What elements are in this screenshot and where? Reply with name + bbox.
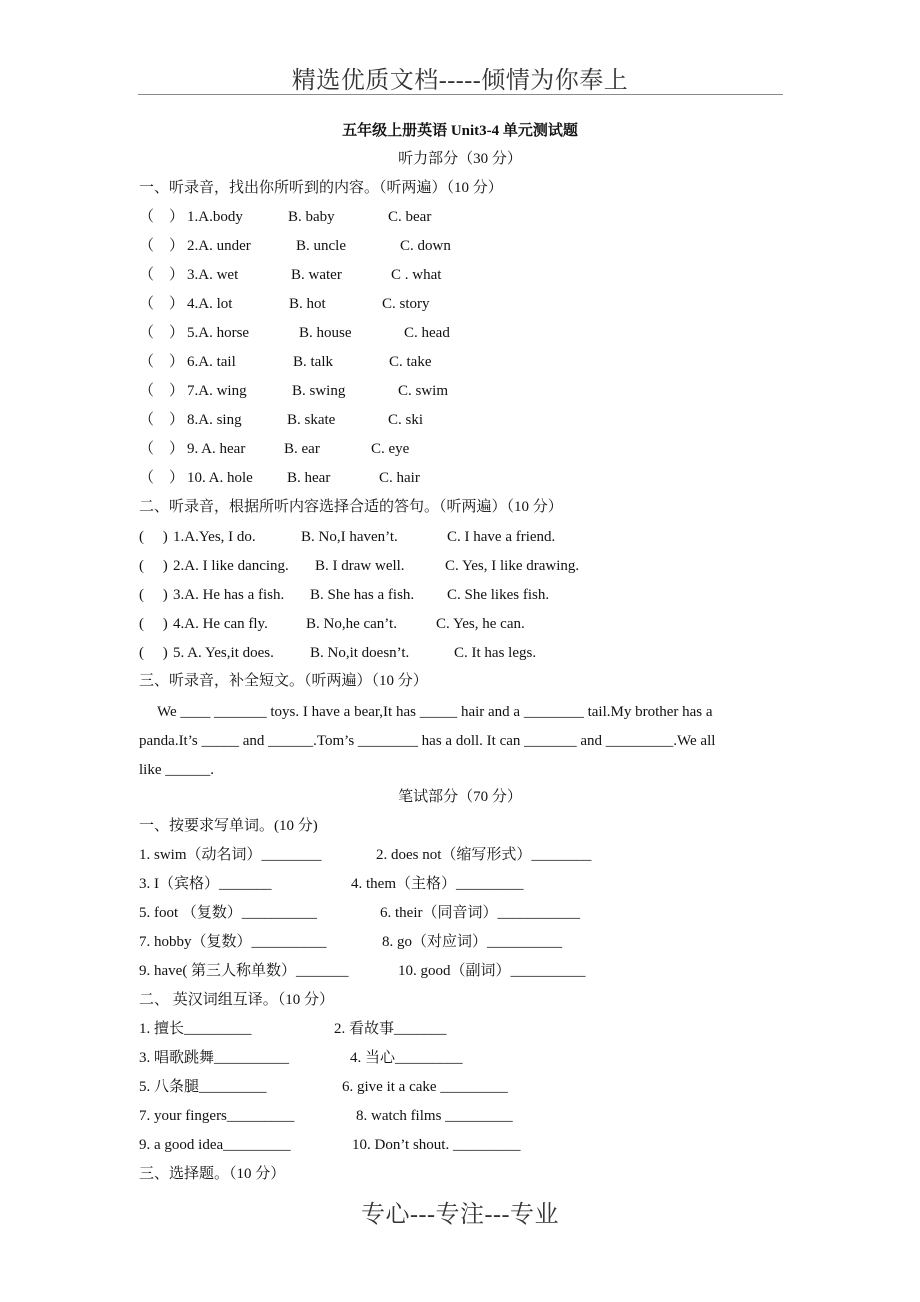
l3-heading: 三、听录音，补全短文。（听两遍）（10 分） <box>139 673 428 689</box>
option-c: C. Yes, I like drawing. <box>445 558 580 574</box>
question-left: 5. 八条腿_________ <box>139 1079 267 1095</box>
option-a: 1.A.body <box>187 209 243 225</box>
answer-bracket: （ ） <box>139 412 185 428</box>
question-right: 6. their（同音词）___________ <box>380 905 580 921</box>
option-a: 8.A. sing <box>187 412 242 428</box>
option-b: B. She has a fish. <box>310 587 415 603</box>
question-left: 5. foot （复数）__________ <box>139 905 317 921</box>
option-c: C. bear <box>388 209 432 225</box>
question-left: 3. 唱歌跳舞__________ <box>139 1050 290 1066</box>
question-right: 8. go（对应词）__________ <box>382 934 563 950</box>
option-c: C. ski <box>388 412 424 428</box>
option-b: B. No,I haven’t. <box>301 529 398 545</box>
l3-passage-line: like ______. <box>139 762 214 778</box>
answer-bracket: ( ) <box>139 645 168 661</box>
option-c: C . what <box>391 267 442 283</box>
option-c: C. I have a friend. <box>447 529 556 545</box>
answer-bracket: （ ） <box>139 441 185 457</box>
answer-bracket: ( ) <box>139 616 168 632</box>
option-a: 2.A. I like dancing. <box>173 558 289 574</box>
option-b: B. I draw well. <box>315 558 405 574</box>
question-right: 6. give it a cake _________ <box>342 1079 508 1095</box>
option-c: C. eye <box>371 441 410 457</box>
w2-heading: 二、 英汉词组互译。（10 分） <box>139 992 335 1008</box>
answer-bracket: （ ） <box>139 325 185 341</box>
option-b: B. baby <box>288 209 335 225</box>
option-a: 1.A.Yes, I do. <box>173 529 256 545</box>
option-a: 7.A. wing <box>187 383 247 399</box>
option-c: C. head <box>404 325 450 341</box>
option-b: B. ear <box>284 441 320 457</box>
option-a: 2.A. under <box>187 238 251 254</box>
page-footer: 专心---专注---专业 <box>361 1202 559 1228</box>
question-left: 9. a good idea_________ <box>139 1137 291 1153</box>
option-a: 10. A. hole <box>187 470 253 486</box>
question-right: 8. watch films _________ <box>356 1108 513 1124</box>
l2-heading: 二、听录音，根据所听内容选择合适的答句。（听两遍）（10 分） <box>139 499 563 515</box>
question-right: 10. Don’t shout. _________ <box>352 1137 521 1153</box>
option-b: B. hear <box>287 470 331 486</box>
option-a: 4.A. lot <box>187 296 233 312</box>
option-a: 4.A. He can fly. <box>173 616 268 632</box>
option-b: B. uncle <box>296 238 346 254</box>
question-right: 2. 看故事_______ <box>334 1021 447 1037</box>
question-left: 1. 擅长_________ <box>139 1021 252 1037</box>
answer-bracket: （ ） <box>139 238 185 254</box>
option-c: C. Yes, he can. <box>436 616 525 632</box>
option-c: C. It has legs. <box>454 645 537 661</box>
option-c: C. hair <box>379 470 420 486</box>
w1-heading: 一、按要求写单词。(10 分) <box>139 818 318 834</box>
question-right: 10. good（副词）__________ <box>398 963 586 979</box>
question-right: 4. 当心_________ <box>350 1050 463 1066</box>
option-a: 5. A. Yes,it does. <box>173 645 274 661</box>
header-divider <box>138 94 783 95</box>
answer-bracket: （ ） <box>139 296 185 312</box>
option-c: C. down <box>400 238 451 254</box>
w3-heading: 三、选择题。（10 分） <box>139 1166 286 1182</box>
answer-bracket: （ ） <box>139 383 185 399</box>
answer-bracket: ( ) <box>139 529 168 545</box>
option-a: 9. A. hear <box>187 441 246 457</box>
answer-bracket: （ ） <box>139 267 185 283</box>
question-left: 7. your fingers_________ <box>139 1108 295 1124</box>
question-right: 2. does not（缩写形式）________ <box>376 847 592 863</box>
option-b: B. swing <box>292 383 346 399</box>
option-b: B. No,it doesn’t. <box>310 645 410 661</box>
option-a: 3.A. He has a fish. <box>173 587 285 603</box>
option-b: B. No,he can’t. <box>306 616 397 632</box>
option-c: C. take <box>389 354 432 370</box>
answer-bracket: ( ) <box>139 587 168 603</box>
answer-bracket: ( ) <box>139 558 168 574</box>
question-left: 9. have( 第三人称单数）_______ <box>139 963 349 979</box>
question-left: 3. I（宾格）_______ <box>139 876 272 892</box>
option-c: C. story <box>382 296 430 312</box>
option-a: 6.A. tail <box>187 354 236 370</box>
answer-bracket: （ ） <box>139 354 185 370</box>
listening-section-heading: 听力部分（30 分） <box>398 151 522 167</box>
option-b: B. water <box>291 267 342 283</box>
answer-bracket: （ ） <box>139 209 185 225</box>
question-left: 1. swim（动名词）________ <box>139 847 322 863</box>
l3-passage-line: We ____ _______ toys. I have a bear,It has _____ hair and a ________ tail.My brother has a <box>157 704 713 720</box>
option-a: 3.A. wet <box>187 267 239 283</box>
answer-bracket: （ ） <box>139 470 185 486</box>
question-right: 4. them（主格）_________ <box>351 876 524 892</box>
page-header: 精选优质文档-----倾情为你奉上 <box>291 68 629 94</box>
option-b: B. house <box>299 325 352 341</box>
option-a: 5.A. horse <box>187 325 250 341</box>
option-b: B. skate <box>287 412 336 428</box>
l1-heading: 一、听录音，找出你所听到的内容。（听两遍）（10 分） <box>139 180 503 196</box>
option-b: B. talk <box>293 354 333 370</box>
option-c: C. She likes fish. <box>447 587 550 603</box>
option-c: C. swim <box>398 383 449 399</box>
l3-passage-line: panda.It’s _____ and ______.Tom’s ________ has a doll. It can _______ and _________.We all <box>139 733 716 749</box>
writing-section-heading: 笔试部分（70 分） <box>398 789 522 805</box>
option-b: B. hot <box>289 296 326 312</box>
doc-title: 五年级上册英语 Unit3-4 单元测试题 <box>342 123 578 139</box>
question-left: 7. hobby（复数）__________ <box>139 934 327 950</box>
